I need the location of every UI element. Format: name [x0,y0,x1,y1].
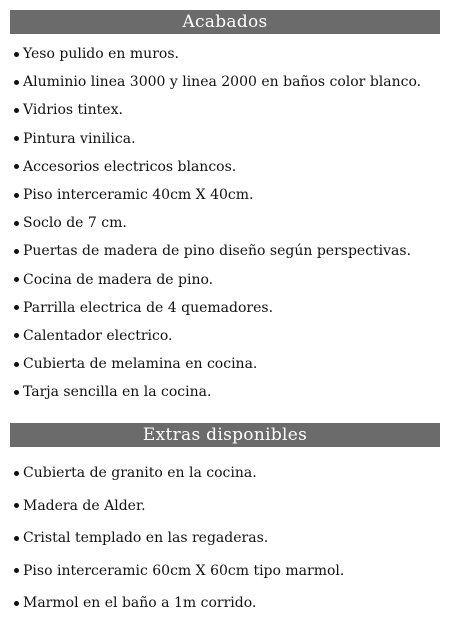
list-item [14,209,421,237]
list-item [14,68,421,96]
bullet-icon [14,568,19,573]
bullet-icon [14,52,19,57]
bullet-icon [14,536,19,541]
extras-header [10,423,440,447]
list-item [14,555,344,588]
list-item [14,266,421,294]
bullet-icon [14,193,19,198]
list-item-text: Cristal templado en las regaderas. [23,530,269,546]
list-item-text: Tarja sencilla en la cocina. [23,384,212,401]
bullet-icon [14,249,19,254]
acabados-list [14,40,421,406]
list-item [14,490,344,523]
list-item-text: Parrilla electrica de 4 quemadores. [23,299,274,316]
list-item-text: Accesorios electricos blancos. [23,158,237,175]
bullet-icon [14,305,19,310]
list-item [14,457,344,490]
bullet-icon [14,601,19,606]
list-item-text: Puertas de madera de pino diseño según perspectivas. [23,243,412,260]
bullet-icon [14,164,19,169]
list-item-text: Piso interceramic 40cm X 40cm. [23,186,254,203]
list-item-text: Vidrios tintex. [23,102,123,119]
acabados-header [10,10,440,34]
bullet-icon [14,221,19,226]
list-item-text: Cubierta de granito en la cocina. [23,465,257,481]
list-item [14,294,421,322]
acabados-title: Acabados [182,12,268,32]
list-item-text: Yeso pulido en muros. [23,46,179,62]
list-item-text: Piso interceramic 60cm X 60cm tipo marmol. [23,562,345,579]
list-item [14,96,421,124]
list-item-text: Soclo de 7 cm. [23,215,127,232]
bullet-icon [14,390,19,395]
list-item-text: Madera de Alder. [23,497,146,514]
list-item [14,40,421,68]
list-item [14,153,421,181]
bullet-icon [14,471,19,476]
bullet-icon [14,333,19,338]
bullet-icon [14,277,19,282]
bullet-icon [14,80,19,85]
bullet-icon [14,108,19,113]
extras-list [14,457,344,620]
list-item [14,181,421,209]
list-item [14,237,421,265]
bullet-icon [14,136,19,141]
list-item [14,378,421,406]
list-item [14,125,421,153]
list-item-text: Marmol en el baño a 1m corrido. [23,595,257,611]
list-item [14,522,344,555]
bullet-icon [14,362,19,367]
list-item-text: Cocina de madera de pino. [23,271,214,288]
list-item-text: Cubierta de melamina en cocina. [23,356,258,373]
list-item-text: Pintura vinilica. [23,130,136,147]
list-item [14,587,344,620]
list-item-text: Calentador electrico. [23,327,173,344]
list-item [14,322,421,350]
list-item-text: Aluminio linea 3000 y linea 2000 en baños color blanco. [23,74,422,91]
extras-title: Extras disponibles [142,425,308,445]
bullet-icon [14,503,19,508]
list-item [14,350,421,378]
